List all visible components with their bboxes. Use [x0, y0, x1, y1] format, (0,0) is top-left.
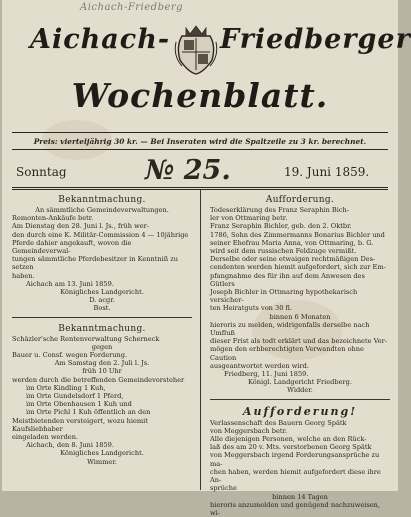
title-wochenblatt: Wochenblatt.	[71, 76, 329, 115]
rule	[12, 132, 388, 133]
notice1-subject: Remonten-Ankäufe betr.	[12, 214, 94, 223]
notice1-line: Am Dienstag den 28. Juni l. Js., früh wer-	[12, 222, 150, 231]
notice3-line: wird seit dem russischen Feldzuge vermißt.	[210, 247, 357, 256]
notice2-place-date: Aichach, den 8. Juni 1859.	[26, 441, 114, 450]
notice3-line: hieroris zu melden, widrigenfalls derselbe nach Umfluß	[210, 320, 370, 338]
notice3-heading: Aufforderung.	[265, 195, 335, 205]
notice2-intro: werden durch die betreffenden Gemeindevorsteher	[12, 375, 185, 384]
column-divider	[200, 190, 201, 490]
notice4-line: Verlassenschaft des Bauern Georg Spätk	[210, 418, 347, 427]
notice4-line: Alle diejenigen Personen, welche an den Rück-	[210, 435, 367, 444]
notice3-deadline: binnen 6 Monaten	[269, 312, 331, 321]
coat-of-arms-emblem	[174, 22, 218, 76]
notice1-signer: Bost.	[93, 304, 111, 313]
notice2-from: Schäzler'sche Rentenverwaltung Scherneck	[12, 334, 160, 343]
newspaper-page	[2, 0, 411, 517]
notice3-line: seiner Ehefrau Maria Anna, von Ottmaring, b. G.	[210, 238, 374, 247]
notice4-line: von Meggersbach betr.	[210, 426, 288, 435]
notice4-heading: Aufforderung!	[242, 404, 358, 418]
notice1-line: haben.	[12, 271, 35, 280]
notice2-heading: Bekanntmachung.	[58, 323, 146, 334]
notice3-signer: Widder.	[287, 386, 313, 395]
handwritten-note: Aichach-Friedberg	[80, 2, 184, 13]
notice1-addressee: An sämmtliche Gemeindeverwaltungen.	[35, 206, 169, 214]
notice3-line: Joseph Bichler in Ottmaring hypothekarisch versicher-	[210, 288, 358, 305]
title-left: Aichach-	[30, 24, 171, 55]
notice1-signed: D. acgr.	[89, 296, 115, 305]
notice2-item: im Orte Kindling 1 Kuh,	[26, 383, 106, 392]
left-column	[12, 194, 192, 466]
notice2-item: im Orte Obenhausen 1 Kuh und	[26, 400, 132, 409]
notice-separator	[210, 399, 390, 400]
notice3-line: Todeserklärung des Franz Seraphin Bich-	[210, 206, 350, 214]
notice4-line: chen haben, werden hiemit aufgefordert diese ihre An-	[210, 467, 381, 485]
notice2-signer: Wimmer.	[87, 457, 117, 466]
rule	[12, 187, 388, 188]
title-right: Friedberger	[220, 24, 411, 55]
notice3-line: Derselbe oder seine etwaigen rechtmäßigen Des-	[210, 255, 376, 264]
notice2-item: im Orte Gundelsdorf 1 Pferd,	[26, 392, 124, 401]
notice2-date-line: Am Samstag den 2. Juli l. Js.	[54, 359, 150, 368]
notice3-line: mögen den erbberechtigten Verwandten ohne Caution	[210, 345, 364, 362]
notice1-line: tungen sämmtliche Pferdebesitzer in Kenntniß zu setzen	[12, 255, 178, 272]
notice4-line: sprüche	[210, 484, 237, 493]
notice2-against: gegen	[91, 342, 113, 351]
notice2-office: Königliches Landgericht.	[60, 449, 144, 458]
notice3-office: Königl. Landgericht Friedberg.	[248, 378, 352, 387]
notice3-line: ten Heiratguts von 30 fl.	[210, 304, 293, 313]
notice4-deadline: binnen 14 Tagen	[272, 492, 328, 501]
notice1-office: Königliches Landgericht.	[60, 288, 144, 297]
notice2-time: früh 10 Uhr	[82, 367, 122, 376]
rule	[12, 149, 388, 150]
notice3-line: dieser Frist als todt erklärt und das bezeichnete Ver-	[210, 337, 388, 346]
issue-number: № 25.	[145, 155, 231, 186]
notice-separator	[12, 317, 192, 318]
notice1-line: den durch eine K. Militär-Commission 4 — 10jährige	[12, 230, 189, 239]
notice3-line: 1786, Sohn des Zimmermanns Bonarius Bichler und	[210, 230, 385, 239]
notice1-place-date: Aichach am 13. Juni 1859.	[26, 279, 114, 288]
notice4-last: hieroris anzumelden und genügend nachzuweisen, wi-	[210, 500, 380, 517]
right-column	[210, 194, 390, 517]
notice3-line: pfangnahme des für ihn auf dem Anwesen des Gütlers	[210, 271, 365, 288]
notice3-line: ler von Ottmaring betr.	[210, 214, 288, 223]
notice3-line: Franz Seraphin Bichler, geb. den 2. Oktbr.	[210, 222, 352, 231]
notice4-line: von Meggersbach irgend Forderungsansprüche zu ma-	[210, 451, 380, 468]
notice3-place-date: Friedberg, 11. Juni 1859.	[224, 370, 309, 379]
notice2-item: im Orte Pichl 1 Kuh öffentlich an den	[26, 408, 151, 417]
notice1-line: Pferde dahier angekauft, wovon die Gemeindeverwal-	[12, 238, 132, 256]
notice2-tail: eingeladen werden.	[12, 433, 79, 442]
price-line: Preis: vierteljährig 30 kr. — Bei Inseraten wird die Spaltzeile zu 3 kr. berechnet.	[33, 137, 367, 146]
notice1-heading: Bekanntmachung.	[58, 195, 146, 205]
notice3-line: cendenten werden hiemit aufgefordert, sich zur Em-	[210, 263, 386, 272]
notice3-line: ausgeantwortet werden wird.	[210, 361, 309, 370]
notice2-tail: Meistbietenden versteigert, wozu hiemit Kaufsliebhaber	[12, 416, 148, 433]
notice2-party: Bauer u. Consf. wegen Forderung.	[12, 351, 128, 360]
issue-date: 19. Juni 1859.	[284, 165, 370, 179]
issue-day: Sonntag	[16, 165, 67, 179]
notice4-line: laß des am 20 v. Mts. verstorbenen Georg Spätk	[210, 443, 372, 452]
